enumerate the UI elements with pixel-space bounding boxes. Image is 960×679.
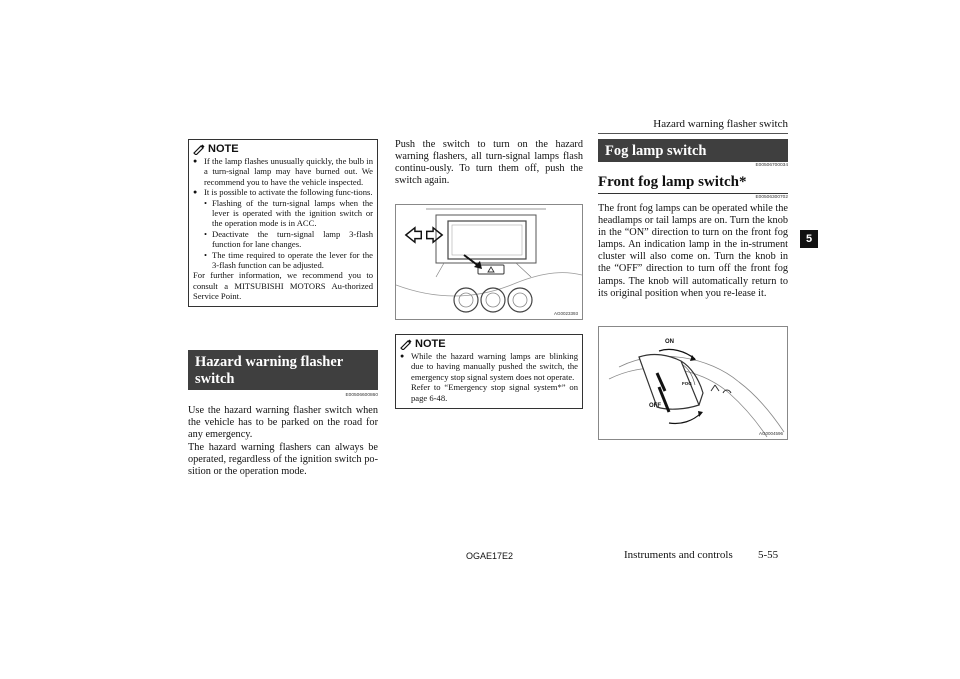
dashboard-illustration xyxy=(396,205,582,319)
footer-section: Instruments and controls xyxy=(624,549,733,561)
note-sub-bullet: • Deactivate the turn-signal lamp 3-flash function for lane changes. xyxy=(193,229,373,250)
note-bullet: ● While the hazard warning lamps are blinking due to having manually pushed the switch, the emergency stop signal system does not operate. xyxy=(400,351,578,382)
section-code: E00506700034 xyxy=(755,163,788,168)
note-sub-bullet: • Flashing of the turn-signal lamps when the lever is operated with the ignition switch or the operation mode is in ACC. xyxy=(193,198,373,229)
note-pencil-icon xyxy=(400,339,412,350)
note-pencil-icon xyxy=(193,144,205,155)
fog-paragraph: The front fog lamps can be operated while the headlamps or tail lamps are on. Turn the knob in the “ON” direction to turn on the front fog lamps. An indication lamp in the in-strument cluster will also come on. Turn the knob in the “OFF” direction to turn off the front fog lamps. The knob will automatically return to its original position when you re-lease it. xyxy=(598,203,788,299)
fog-knob-label: FOG xyxy=(682,381,692,386)
note-bullet: ● It is possible to activate the following func-tions. xyxy=(193,187,373,197)
fog-on-label: ON xyxy=(665,339,674,345)
note-box xyxy=(188,139,378,307)
note-label: NOTE xyxy=(208,143,239,156)
subsection-code: E00506300702 xyxy=(755,195,788,200)
note-header xyxy=(193,143,373,156)
hazard-switch-figure xyxy=(395,204,583,320)
chapter-tab: 5 xyxy=(800,230,818,248)
subheading-front-fog: Front fog lamp switch* xyxy=(598,174,747,190)
section-heading-hazard: Hazard warning flasher switch xyxy=(188,350,378,390)
running-header: Hazard warning flasher switch xyxy=(653,118,788,130)
subheading-rule xyxy=(598,193,788,194)
hazard-paragraph-2: The hazard warning flashers can always be operated, regardless of the ignition switch po-sition or the operation mode. xyxy=(188,442,378,478)
section-code: E00506600860 xyxy=(345,393,378,398)
note-label: NOTE xyxy=(415,338,446,351)
turn-arrows-icon xyxy=(404,225,444,245)
fog-off-label: OFF xyxy=(649,403,661,409)
note-box xyxy=(395,334,583,409)
note-header xyxy=(400,338,578,351)
fog-switch-figure xyxy=(598,326,788,440)
hazard-paragraph-1: Use the hazard warning flasher switch when the vehicle has to be parked on the road for any emergency. xyxy=(188,405,378,441)
note-closing: For further information, we recommend you to consult a MITSUBISHI MOTORS Au-thorized Service Point. xyxy=(193,270,373,302)
header-rule xyxy=(598,133,788,134)
hazard-paragraph-3: Push the switch to turn on the hazard warning flashers, all turn-signal lamps flash continu-ously. To turn them off, push the switch again. xyxy=(395,139,583,187)
figure-code: AG0023393 xyxy=(553,311,578,316)
figure-code: AG0004596 xyxy=(758,431,783,436)
document-code: OGAE17E2 xyxy=(466,551,514,561)
fog-knob-illustration xyxy=(599,327,787,439)
note-reference: Refer to “Emergency stop signal system*” on page 6-48. xyxy=(411,382,578,403)
note-bullet: ● If the lamp flashes unusually quickly, the bulb in a turn-signal lamp may have burned out. We recommend you to have the vehicle inspected. xyxy=(193,156,373,187)
page-number: 5-55 xyxy=(758,549,779,561)
note-sub-bullet: • The time required to operate the lever for the 3-flash function can be adjusted. xyxy=(193,250,373,271)
section-heading-fog: Fog lamp switch xyxy=(598,139,788,162)
